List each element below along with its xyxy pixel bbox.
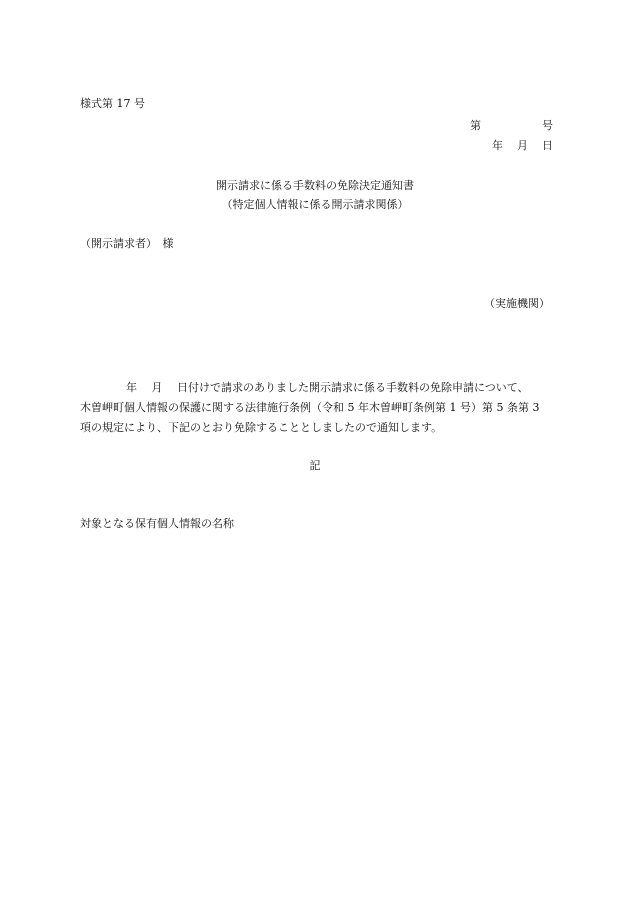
form-number: 様式第 17 号: [80, 97, 145, 110]
document-title: 開示請求に係る手数料の免除決定通知書: [216, 179, 414, 192]
document-subtitle: （特定個人情報に係る開示請求関係）: [221, 198, 409, 211]
notice-body: [80, 378, 550, 438]
document-number-prefix: 第: [470, 119, 481, 132]
issue-date: [492, 140, 553, 151]
document-number-suffix: 号: [542, 119, 553, 132]
body-line: 木曽岬町個人情報の保護に関する法律施行条例（令和 5 年木曽岬町条例第 1 号）第 5 条第 3: [80, 401, 540, 414]
date-month: 月: [517, 139, 528, 152]
requester-addressee: （開示請求者） 様: [80, 237, 174, 250]
target-information-label: 対象となる保有個人情報の名称: [80, 517, 234, 530]
date-day: 日: [542, 139, 553, 152]
ki-heading: 記: [309, 459, 321, 472]
issuing-agency: （実施機関）: [484, 297, 550, 310]
body-line: 項の規定により、下記のとおり免除することとしましたので通知します。: [80, 421, 443, 434]
body-line: 年 月 日付けで請求のありました開示請求に係る手数料の免除申請について、: [126, 381, 529, 394]
date-year: 年: [492, 139, 503, 152]
